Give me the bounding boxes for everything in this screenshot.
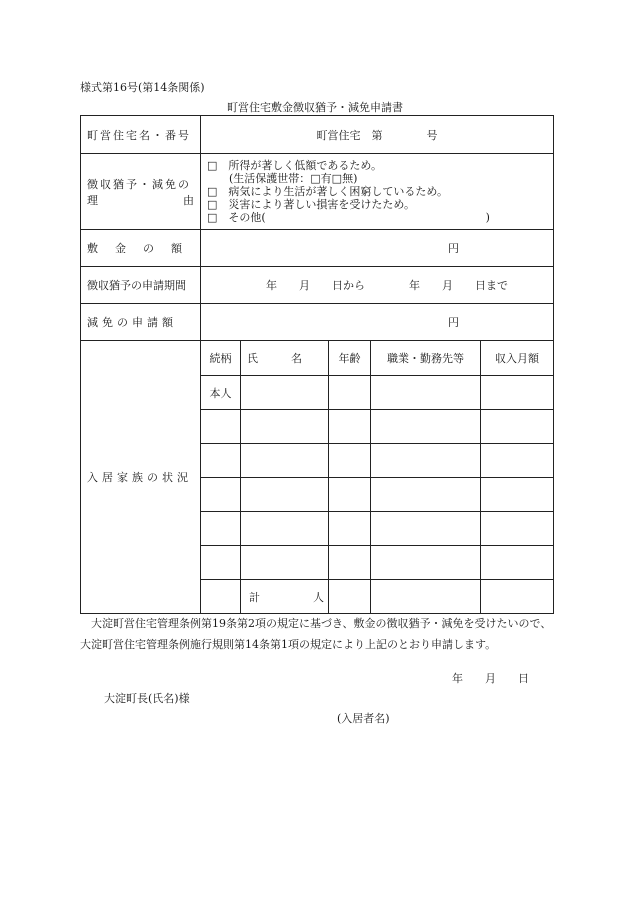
deposit-value-cell[interactable] xyxy=(201,230,554,267)
family-total-kei: 計 xyxy=(249,590,260,604)
family-cell[interactable] xyxy=(481,546,554,580)
exemption-value-cell[interactable] xyxy=(201,304,554,341)
housing-label-cell xyxy=(81,116,201,154)
reason-label-yu: 由 xyxy=(183,193,194,207)
deposit-label: 敷 金 の 額 xyxy=(87,242,185,255)
family-cell[interactable] xyxy=(371,410,481,444)
reason-label-cell xyxy=(81,154,201,230)
reason-option-illness[interactable]: □ 病気により生活が著しく困窮しているため。 xyxy=(207,185,448,198)
family-cell[interactable] xyxy=(481,512,554,546)
family-cell[interactable] xyxy=(329,410,371,444)
application-table xyxy=(80,115,554,614)
family-cell[interactable] xyxy=(371,512,481,546)
family-total-nin: 人 xyxy=(313,590,324,604)
period-value-cell[interactable] xyxy=(201,267,554,304)
family-self-cell xyxy=(201,376,241,410)
family-cell[interactable] xyxy=(201,580,241,614)
family-cell[interactable] xyxy=(371,376,481,410)
reason-option-other[interactable]: □ その他( ) xyxy=(207,211,490,224)
housing-value: 町営住宅 第 号 xyxy=(316,128,438,142)
exemption-yen: 円 xyxy=(448,316,460,329)
period-label-cell xyxy=(81,267,201,304)
deposit-yen: 円 xyxy=(448,242,460,255)
family-cell[interactable] xyxy=(329,512,371,546)
family-self: 本人 xyxy=(209,386,232,400)
family-col-name: 氏 名 xyxy=(241,341,329,376)
period-value: 年 月 日から 年 月 日まで xyxy=(266,279,508,292)
family-cell[interactable] xyxy=(241,546,329,580)
exemption-label: 減免の申請額 xyxy=(87,316,177,329)
family-cell[interactable] xyxy=(201,444,241,478)
reason-option-low-income[interactable]: □ 所得が著しく低額であるため。 xyxy=(207,159,382,172)
declaration-text: 大淀町営住宅管理条例第19条第2項の規定に基づき、敷金の徴収猶予・減免を受けたいので、大淀町営住宅管理条例施行規則第14条第1項の規定により上記のとおり申請します。 xyxy=(80,617,552,651)
family-cell[interactable] xyxy=(329,444,371,478)
family-cell[interactable] xyxy=(201,410,241,444)
form-title: 町営住宅敷金徴収猶予・減免申請書 xyxy=(227,101,403,114)
family-col-income: 収入月額 xyxy=(481,341,554,376)
family-cell[interactable] xyxy=(201,512,241,546)
housing-value-cell[interactable] xyxy=(201,116,554,154)
addressee: 大淀町長(氏名)様 xyxy=(104,692,190,705)
family-cell[interactable] xyxy=(371,444,481,478)
form-number: 様式第16号(第14条関係) xyxy=(80,81,205,94)
period-label: 徴収猶予の申請期間 xyxy=(87,279,186,292)
family-total-cell[interactable] xyxy=(241,580,329,614)
family-cell[interactable] xyxy=(481,444,554,478)
family-cell[interactable] xyxy=(241,512,329,546)
family-cell[interactable] xyxy=(241,478,329,512)
reason-option-welfare[interactable]: (生活保護世帯：□有□無) xyxy=(207,172,358,185)
family-cell[interactable] xyxy=(481,376,554,410)
family-cell[interactable] xyxy=(241,376,329,410)
family-label-cell xyxy=(81,341,201,614)
family-cell[interactable] xyxy=(371,546,481,580)
family-cell[interactable] xyxy=(329,376,371,410)
reason-label-line1: 徴収猶予・減免の xyxy=(87,177,191,191)
family-cell[interactable] xyxy=(329,546,371,580)
exemption-label-cell xyxy=(81,304,201,341)
family-col-age: 年齢 xyxy=(329,341,371,376)
application-date[interactable]: 年 月 日 xyxy=(452,672,529,685)
reason-label-ri: 理 xyxy=(87,193,98,207)
family-cell[interactable] xyxy=(201,478,241,512)
family-cell[interactable] xyxy=(481,410,554,444)
family-cell[interactable] xyxy=(329,580,371,614)
family-cell[interactable] xyxy=(241,444,329,478)
family-cell[interactable] xyxy=(371,580,481,614)
family-cell[interactable] xyxy=(481,478,554,512)
reason-options[interactable] xyxy=(201,154,554,230)
family-label: 入居家族の状況 xyxy=(87,471,192,484)
family-col-occupation: 職業・勤務先等 xyxy=(371,341,481,376)
family-cell[interactable] xyxy=(329,478,371,512)
family-col-relation: 続柄 xyxy=(201,341,241,376)
applicant-name-label: (入居者名) xyxy=(337,712,390,725)
deposit-label-cell xyxy=(81,230,201,267)
housing-label: 町営住宅名・番号 xyxy=(87,128,191,142)
reason-option-disaster[interactable]: □ 災害により著しい損害を受けたため。 xyxy=(207,198,415,211)
family-cell[interactable] xyxy=(371,478,481,512)
family-cell[interactable] xyxy=(481,580,554,614)
family-cell[interactable] xyxy=(201,546,241,580)
family-cell[interactable] xyxy=(241,410,329,444)
